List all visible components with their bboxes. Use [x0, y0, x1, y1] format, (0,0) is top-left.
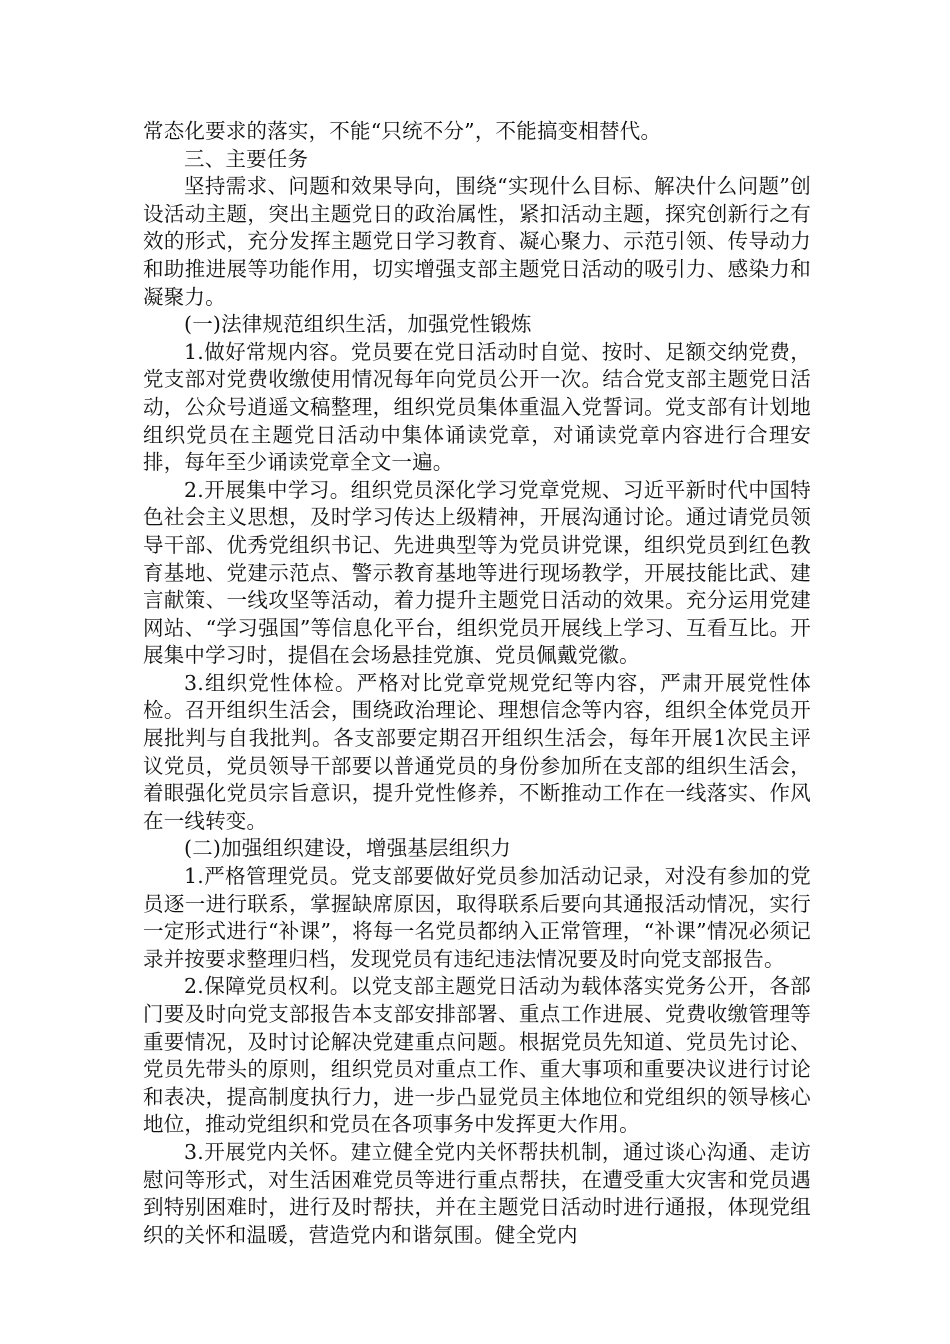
paragraph-item-1-3: 3.组织党性体检。严格对比党章党规党纪等内容，严肃开展党性体检。召开组织生活会，围绕政治理论、理想信念等内容，组织全体党员开展批判与自我批判。各支部要定期召开组织生活会，每年开展1次民主评议党员，党员领导干部要以普通党员的身份参加所在支部的组织生活会，着眼强化党员宗旨意识，提升党性修养，不断推动工作在一线落实、作风在一线转变。 — [143, 670, 811, 833]
section-heading-main-tasks: 三、主要任务 — [184, 146, 309, 171]
paragraph-continuation: 常态化要求的落实，不能“只统不分”，不能搞变相替代。 — [143, 119, 662, 143]
subsection-heading-1: (一)法律规范组织生活，加强党性锻炼 — [184, 312, 532, 337]
paragraph-item-2-1: 1.严格管理党员。党支部要做好党员参加活动记录，对没有参加的党员逐一进行联系，掌握缺席原因，取得联系后要向其通报活动情况，实行一定形式进行“补课”，将每一名党员都纳入正常管理，“补课”情况必须记录并按要求整理归档，发现党员有违纪违法情况要及时向党支部报告。 — [143, 864, 811, 971]
paragraph-item-1-1: 1.做好常规内容。党员要在党日活动时自觉、按时、足额交纳党费，党支部对党费收缴使用情况每年向党员公开一次。结合党支部主题党日活动，公众号逍遥文稿整理，组织党员集体重温入党誓词。党支部有计划地组织党员在主题党日活动中集体诵读党章，对诵读党章内容进行合理安排，每年至少诵读党章全文一遍。 — [143, 339, 811, 475]
paragraph-item-2-2: 2.保障党员权利。以党支部主题党日活动为载体落实党务公开，各部门要及时向党支部报告本支部安排部署、重点工作进展、党费收缴管理等重要情况，及时讨论解决党建重点问题。根据党员先知道、党员先讨论、党员先带头的原则，组织党员对重点工作、重大事项和重要决议进行讨论和表决，提高制度执行力，进一步凸显党员主体地位和党组织的领导核心地位，推动党组织和党员在各项事务中发挥更大作用。 — [143, 974, 811, 1137]
document-body — [143, 118, 811, 1249]
paragraph-item-2-3: 3.开展党内关怀。建立健全党内关怀帮扶机制，通过谈心沟通、走访慰问等形式，对生活困难党员等进行重点帮扶，在遭受重大灾害和党员遇到特别困难时，进行及时帮扶，并在主题党日活动时进行通报，体现党组织的关怀和温暖，营造党内和谐氛围。健全党内 — [143, 1139, 811, 1247]
paragraph-item-1-2: 2.开展集中学习。组织党员深化学习党章党规、习近平新时代中国特色社会主义思想，及时学习传达上级精神，开展沟通讨论。通过请党员领导干部、优秀党组织书记、先进典型等为党员讲党课，组织党员到红色教育基地、党建示范点、警示教育基地等进行现场教学，开展技能比武、建言献策、一线攻坚等活动，着力提升主题党日活动的效果。充分运用党建网站、“学习强国”等信息化平台，组织党员开展线上学习、互看互比。开展集中学习时，提倡在会场悬挂党旗、党员佩戴党徽。 — [143, 477, 811, 668]
subsection-heading-2: (二)加强组织建设，增强基层组织力 — [184, 836, 511, 861]
paragraph-intro: 坚持需求、问题和效果导向，围绕“实现什么目标、解决什么问题”创设活动主题，突出主题党日的政治属性，紧扣活动主题，探究创新行之有效的形式，充分发挥主题党日学习教育、凝心聚力、示范引领、传导动力和助推进展等功能作用，切实增强支部主题党日活动的吸引力、感染力和凝聚力。 — [143, 174, 811, 309]
